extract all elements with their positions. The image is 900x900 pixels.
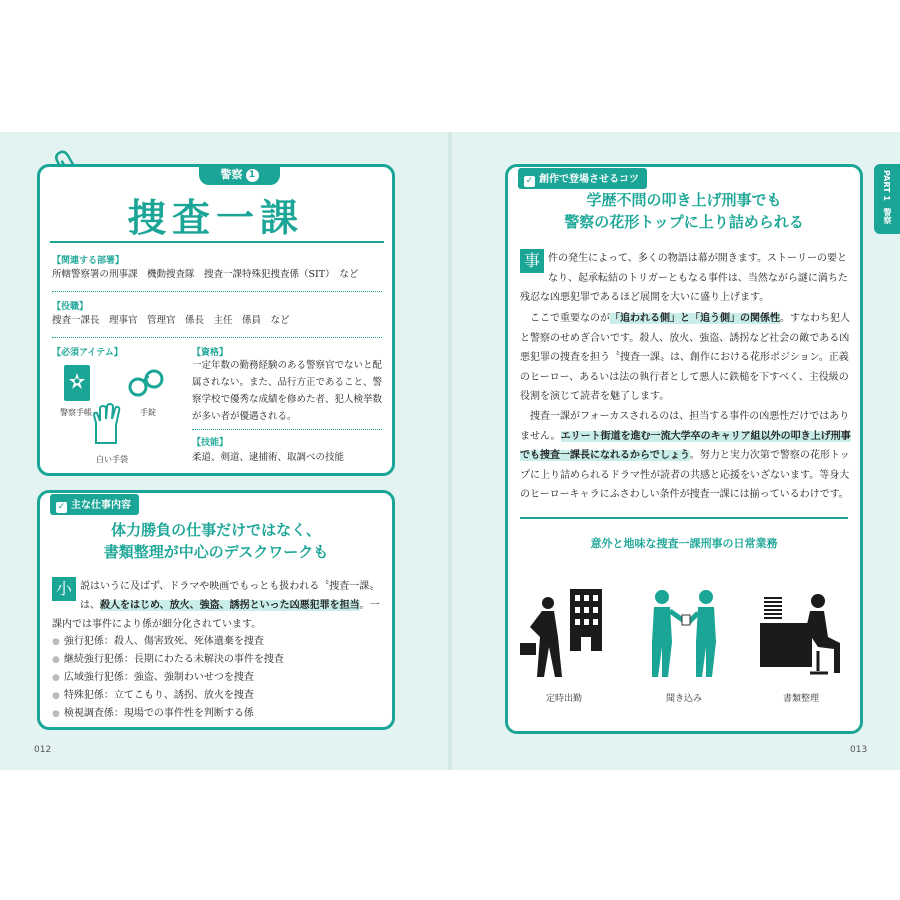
category-badge xyxy=(199,165,280,185)
tips-text-1: 件の発生によって、多くの物語は幕が開きます。ストーリーの要となり、起承転結のトリガーともなる事件は、当然ながら謎に満ちた残忍な凶悪犯罪であるほど展開を大いに盛り上げます。 xyxy=(520,253,848,303)
tips-heading-2: 警察の花形トップに上り詰められる xyxy=(564,213,804,231)
tips-tag-label: 創作で登場させるコツ xyxy=(539,174,639,185)
tips-text-2a: ここで重要なのが xyxy=(530,313,610,324)
paperwork-figure xyxy=(758,587,848,682)
work-paragraph xyxy=(52,577,384,634)
list-item: ● 特殊犯係：立てこもり、誘拐、放火を捜査 xyxy=(52,687,284,705)
list-item: ● 継続強行犯係：長期にわたる未解決の事件を捜査 xyxy=(52,651,284,669)
division-list xyxy=(52,633,284,723)
tips-text-2-highlight: 「追われる側」と「追う側」の関係性 xyxy=(610,313,780,324)
gloves-icon xyxy=(90,403,124,447)
work-card xyxy=(37,490,395,730)
tips-paragraph-3 xyxy=(520,407,852,505)
role-text: 捜査一課長 理事官 管理官 係長 主任 係員 など xyxy=(52,315,290,326)
tips-text-3-highlight: エリート街道を進む一流大学卒のキャリア組以外の叩き上げ刑事でも捜査一課長になれるからでしょう xyxy=(520,430,851,461)
item-badge-label: 警察手帳 xyxy=(60,408,92,417)
figure-label-2: 聞き込み xyxy=(666,694,703,704)
commuting-figure xyxy=(518,587,608,682)
item-cuffs-label: 手錠 xyxy=(140,408,156,417)
dropcap: 事 xyxy=(520,249,544,273)
part-tab-name: 警察 xyxy=(883,208,892,224)
tips-card xyxy=(505,164,863,734)
list-item: ● 強行犯係：殺人、傷害致死、死体遺棄を捜査 xyxy=(52,633,284,651)
handcuffs-icon xyxy=(128,365,164,401)
tips-tag xyxy=(518,168,647,189)
profile-card xyxy=(37,164,395,476)
title-underline xyxy=(50,241,384,243)
work-text-highlight: 殺人をはじめ、放火、強盗、誘拐といった凶悪犯罪を担当 xyxy=(100,600,360,611)
work-tag xyxy=(50,494,139,515)
tips-paragraph-2 xyxy=(520,309,852,407)
role-label: 【役職】 xyxy=(52,302,89,312)
checkbox-icon: ✓ xyxy=(525,176,534,186)
qual-text: 一定年数の勤務経験のある警察官でないと配属されない。また、品行方正であること、警察学校で優秀な成績を修めた者、犯人検挙数が多い者が優遇される。 xyxy=(192,360,383,422)
divider xyxy=(192,429,382,430)
tips-paragraph-1 xyxy=(520,249,852,308)
category-badge-label: 警察 xyxy=(220,168,243,181)
part-tab[interactable] xyxy=(874,164,900,234)
page-number-left: 012 xyxy=(34,745,52,755)
interview-figure xyxy=(646,587,726,682)
figure-title: 意外と地味な捜査一課刑事の日常業務 xyxy=(590,537,778,550)
page-title: 捜査一課 xyxy=(127,196,304,240)
tips-text-2b: 。すなわち犯人と警察のせめぎ合いです。殺人、放火、強盗、誘拐など社会の敵である凶悪犯罪の捜査を担う〝捜査一課〟は、創作における花形ポジション。正義のヒーロー、あるいは法の執行者として悪人に鉄槌を下すべく、主役級の役割を演じて読者を魅了します。 xyxy=(520,313,850,402)
category-badge-number: 1 xyxy=(246,169,259,182)
police-badge-icon xyxy=(64,365,90,401)
checkbox-icon: ✓ xyxy=(57,502,66,512)
divider xyxy=(52,291,382,292)
tips-text-3b: 。努力と実力次第で警察の花形トップに上り詰められるドラマ性が読者の共感と応援をいざないます。等身大のヒーローキャラにふさわしい条件が捜査一課には揃っているわけです。 xyxy=(520,450,850,500)
list-item: ● 広域強行犯係：強盗、強制わいせつを捜査 xyxy=(52,669,284,687)
items-label: 【必須アイテム】 xyxy=(52,348,123,358)
gutter xyxy=(448,132,452,770)
qual-label: 【資格】 xyxy=(192,348,229,358)
work-tag-label: 主な仕事内容 xyxy=(71,500,131,511)
dept-text: 所轄警察署の刑事課 機動捜査隊 捜査一課特殊犯捜査係（SIT） など xyxy=(52,269,359,280)
tips-text-3a: 捜査一課がフォーカスされるのは、担当する事件の凶悪性だけではありません。 xyxy=(520,411,850,442)
part-tab-label: PART 1 xyxy=(882,170,891,201)
divider xyxy=(52,337,382,338)
work-heading-2: 書類整理が中心のデスクワークも xyxy=(103,543,329,561)
figure-label-1: 定時出勤 xyxy=(546,694,583,704)
skill-label: 【技能】 xyxy=(192,438,229,448)
work-heading-1: 体力勝負の仕事だけではなく、 xyxy=(111,521,321,539)
dropcap: 小 xyxy=(52,577,76,601)
item-gloves-label: 白い手袋 xyxy=(96,455,128,464)
tips-heading-1: 学歴不問の叩き上げ刑事でも xyxy=(586,191,782,209)
page-number-right: 013 xyxy=(850,745,868,755)
dept-label: 【関連する部署】 xyxy=(52,256,125,266)
work-text-a: 説はいうに及ばず、ドラマや映画でもっとも扱われる〝捜査一課〟は、 xyxy=(80,581,380,611)
figure-label-3: 書類整理 xyxy=(783,694,820,704)
figure-top-line xyxy=(520,517,848,519)
work-text-b: 。一課内では事件により係が細分化されています。 xyxy=(52,600,380,630)
skill-text: 柔道、剣道、逮捕術、取調べの技能 xyxy=(192,452,345,463)
list-item: ● 検視調査係：現場での事件性を判断する係 xyxy=(52,705,284,723)
